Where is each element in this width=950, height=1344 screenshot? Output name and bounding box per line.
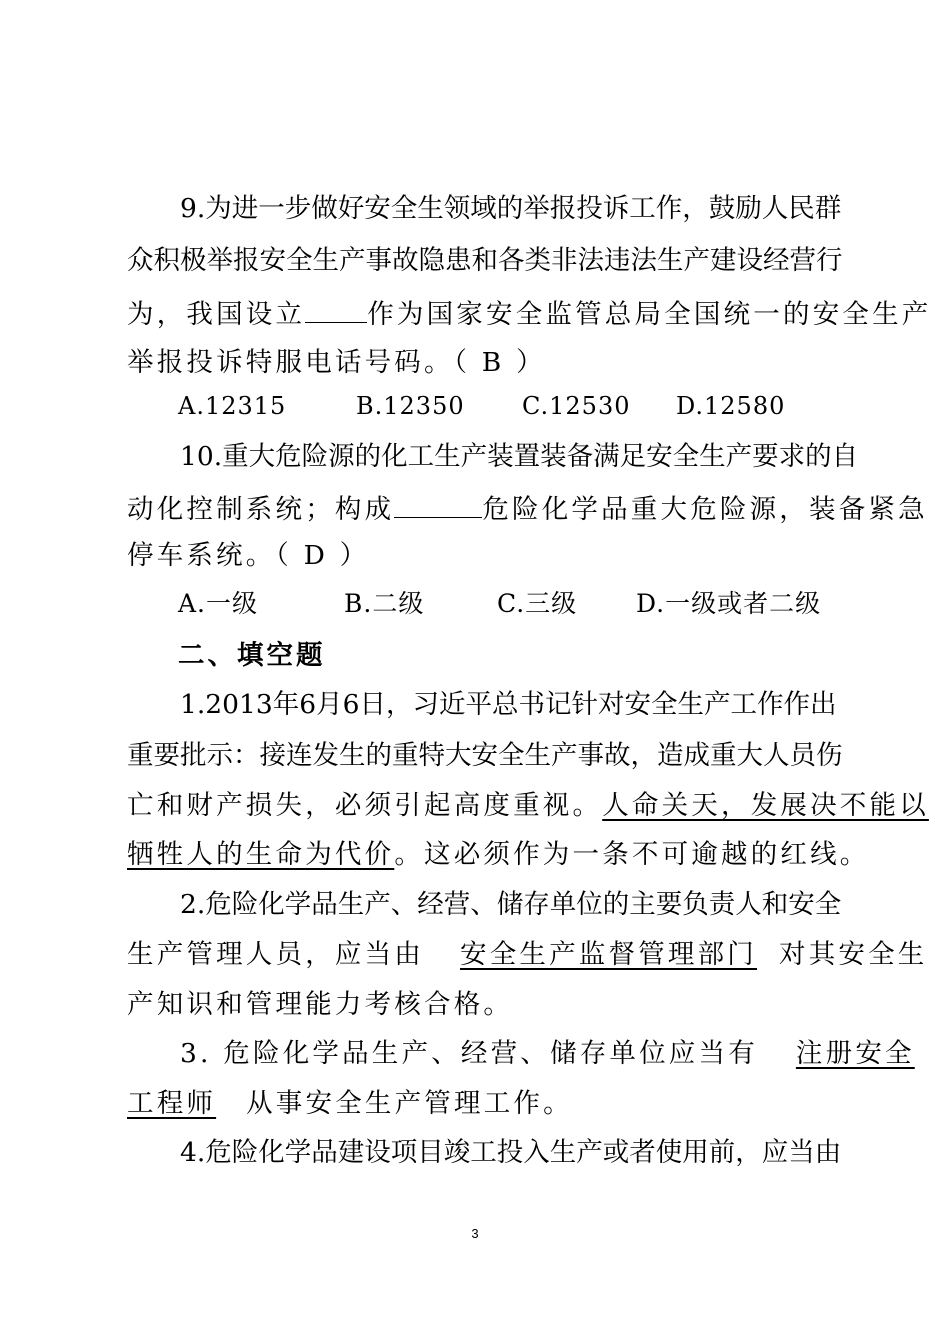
fill1-answer-part2: 牺牲人的生命为代价: [127, 839, 395, 870]
section-heading: 二、填空题: [178, 640, 326, 671]
fill4-line-1: 4.危险化学品建设项目竣工投入生产或者使用前，应当由: [180, 1137, 842, 1168]
q9-line-3-pre: 为，我国设立: [127, 299, 306, 330]
fill2-answer-text: 安全生产监督管理部门: [460, 939, 757, 970]
fill1-line-4-post: 。这必须作为一条不可逾越的红线。: [394, 839, 870, 870]
fill3-line-1: [180, 1037, 915, 1071]
fill3-answer-part1: [758, 1038, 915, 1069]
q9-line-3-post: 作为国家安全监管总局全国统一的安全生产: [367, 299, 932, 330]
q10-line-2-post: 危险化学品重大危险源，装备紧急: [482, 494, 928, 525]
q10-line-1: 10.重大危险源的化工生产装置装备满足安全生产要求的自: [180, 441, 859, 472]
q10-line-3: 停车系统。（ D ）: [127, 540, 370, 571]
q9-line-4: 举报投诉特服电话号码。（ B ）: [127, 347, 546, 378]
q9-option-a: A.12315: [178, 392, 287, 420]
q10-answer-blank: [394, 491, 482, 518]
fill2-line-3: 产知识和管理能力考核合格。: [127, 989, 514, 1020]
fill2-answer: [424, 939, 779, 970]
fill2-line-2-pre: 生产管理人员，应当由: [127, 939, 424, 970]
q9-option-c: C.12530: [522, 392, 631, 420]
q10-option-d: D.一级或者二级: [636, 589, 822, 618]
q9-option-d: D.12580: [676, 392, 786, 420]
fill1-line-1: 1.2013年6月6日，习近平总书记针对安全生产工作作出: [180, 689, 837, 720]
q10-line-2: [127, 491, 928, 527]
fill3-answer-text1: 注册安全: [795, 1038, 915, 1069]
fill3-line-2: [127, 1087, 837, 1121]
q9-line-1: 9.为进一步做好安全生领域的举报投诉工作，鼓励人民群: [180, 193, 842, 224]
page-number: 3: [471, 1226, 479, 1241]
q9-answer-blank: [305, 296, 367, 323]
fill1-line-4: [127, 838, 870, 872]
q10-option-a: A.一级: [178, 589, 259, 618]
q9-line-3: [127, 296, 932, 332]
q9-option-b: B.12350: [356, 392, 465, 420]
fill1-answer-part1: 人命关天，发展决不能以: [602, 790, 929, 821]
fill1-line-3: [127, 789, 929, 823]
fill3-answer-part2: [127, 1088, 246, 1119]
q9-line-2: 众积极举报安全生产事故隐患和各类非法违法生产建设经营行: [127, 245, 843, 276]
fill2-line-2-post: 对其安全生: [779, 939, 928, 970]
fill3-answer-text2: 工程师: [127, 1088, 217, 1119]
q10-option-c: C.三级: [497, 589, 578, 618]
fill1-line-2: 重要批示：接连发生的重特大安全生产事故，造成重大人员伤: [127, 740, 843, 771]
q10-line-2-pre: 动化控制系统；构成: [127, 494, 395, 525]
q10-option-b: B.二级: [344, 589, 425, 618]
fill2-line-2: [127, 938, 928, 972]
fill1-line-3-pre: 亡和财产损失，必须引起高度重视。: [127, 790, 603, 821]
fill2-line-1: 2.危险化学品生产、经营、储存单位的主要负责人和安全: [180, 889, 842, 920]
fill3-line-2-post: 从事安全生产管理工作。: [246, 1088, 573, 1119]
fill3-line-1-pre: 3. 危险化学品生产、经营、储存单位应当有: [180, 1038, 758, 1069]
